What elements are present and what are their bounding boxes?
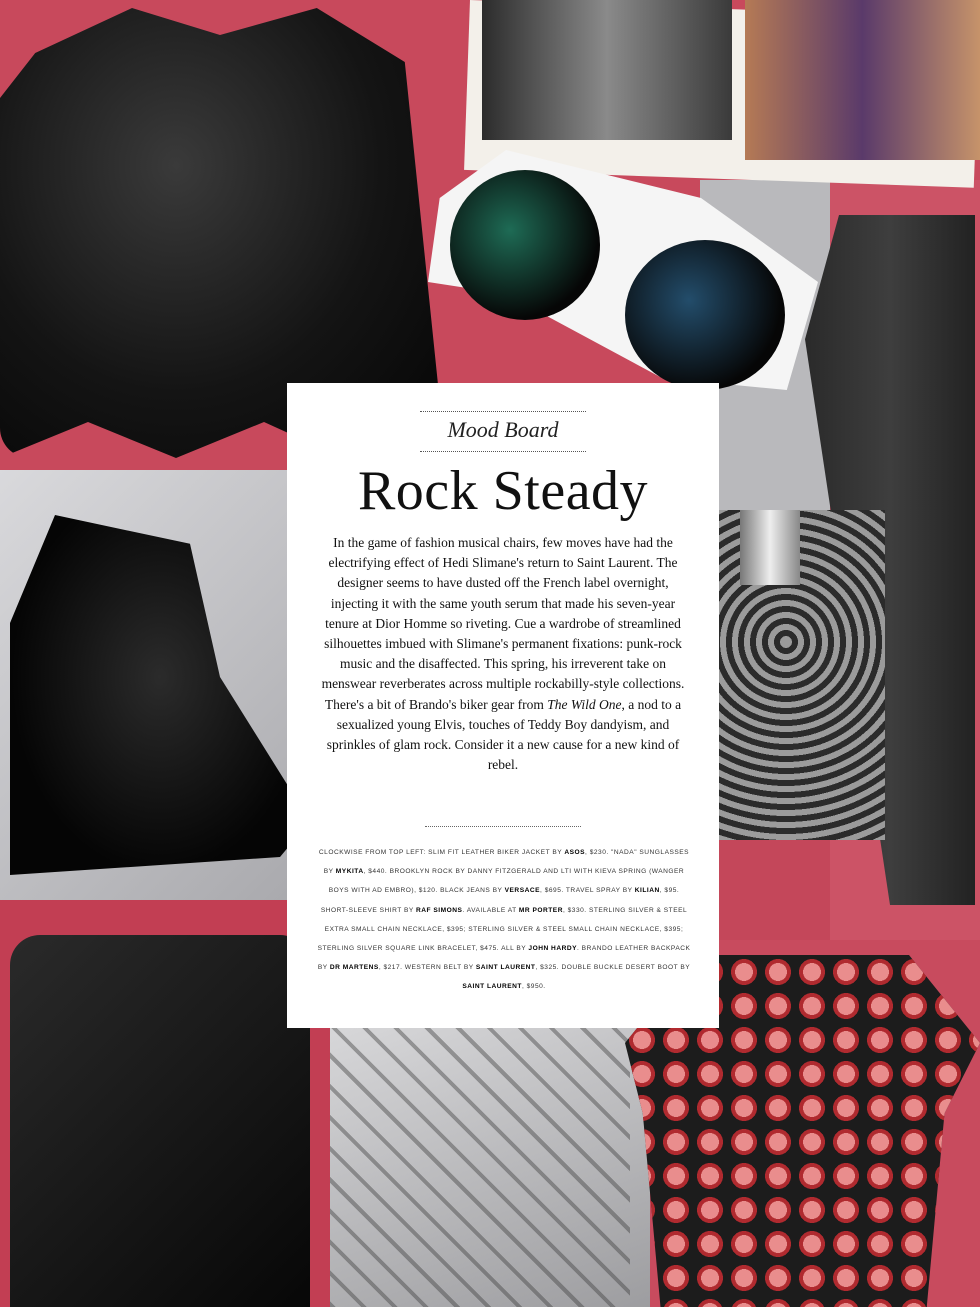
credit-text: , $330. STERLING SILVER & STEEL EXTRA SMALL CHAIN NECKLACE, $395; STERLING SILVER & STEEL SMALL CHAIN NECKLACE, $395; STERLING SILVER SQUARE LINK BRACELET, $475. ALL BY [317, 906, 688, 953]
product-credits [315, 843, 693, 997]
credit-text: CLOCKWISE FROM TOP LEFT: SLIM FIT LEATHER BIKER JACKET BY [318, 849, 565, 856]
body-text-part: In the game of fashion musical chairs, few moves have had the electrifying effect of Hedi Slimane's return to Saint Laurent. The designer seems to have dusted off the French label overnight, injecting it with the same youth serum that made his seven-year tenure at Dior Homme so riveting. Cue a wardrobe of streamlined silhouettes imbued with Slimane's permanent fixations: punk-rock music and the disaffected. This spring, his irreverent take on menswear reverberates across multiple rockabilly-style collections. There's a bit of Brando's biker gear from [321, 535, 685, 712]
kicker-divider-bottom [420, 451, 586, 452]
section-kicker: Mood Board [447, 417, 559, 442]
credit-brand: MR PORTER [518, 906, 563, 914]
credit-text: , $95. SHORT-SLEEVE SHIRT BY [320, 887, 680, 914]
sunglasses-lens-left [450, 170, 600, 320]
credit-text: . AVAILABLE AT [462, 906, 519, 914]
sunglasses-lens-right [625, 240, 785, 390]
credit-brand: MYKITA [335, 868, 364, 876]
credit-brand: SAINT LAURENT [462, 983, 522, 991]
travel-spray-cap [740, 510, 800, 585]
credit-brand: JOHN HARDY [528, 945, 578, 953]
credit-brand: KILIAN [634, 887, 660, 895]
color-photo-image [745, 0, 980, 160]
black-white-photo-image [482, 0, 732, 140]
credit-text: , $325. DOUBLE BUCKLE DESERT BOOT BY [535, 964, 691, 972]
credit-text: , $230. "NADA" SUNGLASSES BY [323, 849, 690, 876]
credit-text: . BRANDO LEATHER BACKPACK BY [317, 945, 691, 972]
credit-brand: ASOS [564, 849, 586, 856]
credit-brand: RAF SIMONS [415, 906, 463, 914]
credit-brand: VERSACE [504, 887, 541, 895]
body-text [313, 533, 693, 775]
leather-backpack-image [10, 935, 310, 1307]
body-text-part: , a nod to a sexualized young Elvis, touches of Teddy Boy dandyism, and sprinkles of glam rock. Consider it a new cause for a new kind of rebel. [326, 696, 682, 773]
kicker-divider-top [420, 411, 586, 412]
credit-text: , $440. BROOKLYN ROCK BY DANNY FITZGERALD AND LTI WITH KIEVA SPRING (WANGER BOYS WITH AD EMBRO), $120. BLACK JEANS BY [328, 868, 685, 895]
credit-text: , $217. WESTERN BELT BY [378, 964, 476, 972]
credit-text: , $950. [521, 983, 546, 991]
credits-divider [425, 826, 581, 827]
credit-brand: SAINT LAURENT [475, 964, 536, 972]
article-panel [287, 383, 719, 1028]
credit-text: , $695. TRAVEL SPRAY BY [540, 887, 635, 895]
credit-brand: DR MARTENS [329, 964, 379, 972]
film-title: The Wild One [547, 696, 622, 712]
headline: Rock Steady [357, 460, 649, 522]
chain-necklaces-image [330, 1020, 630, 1307]
